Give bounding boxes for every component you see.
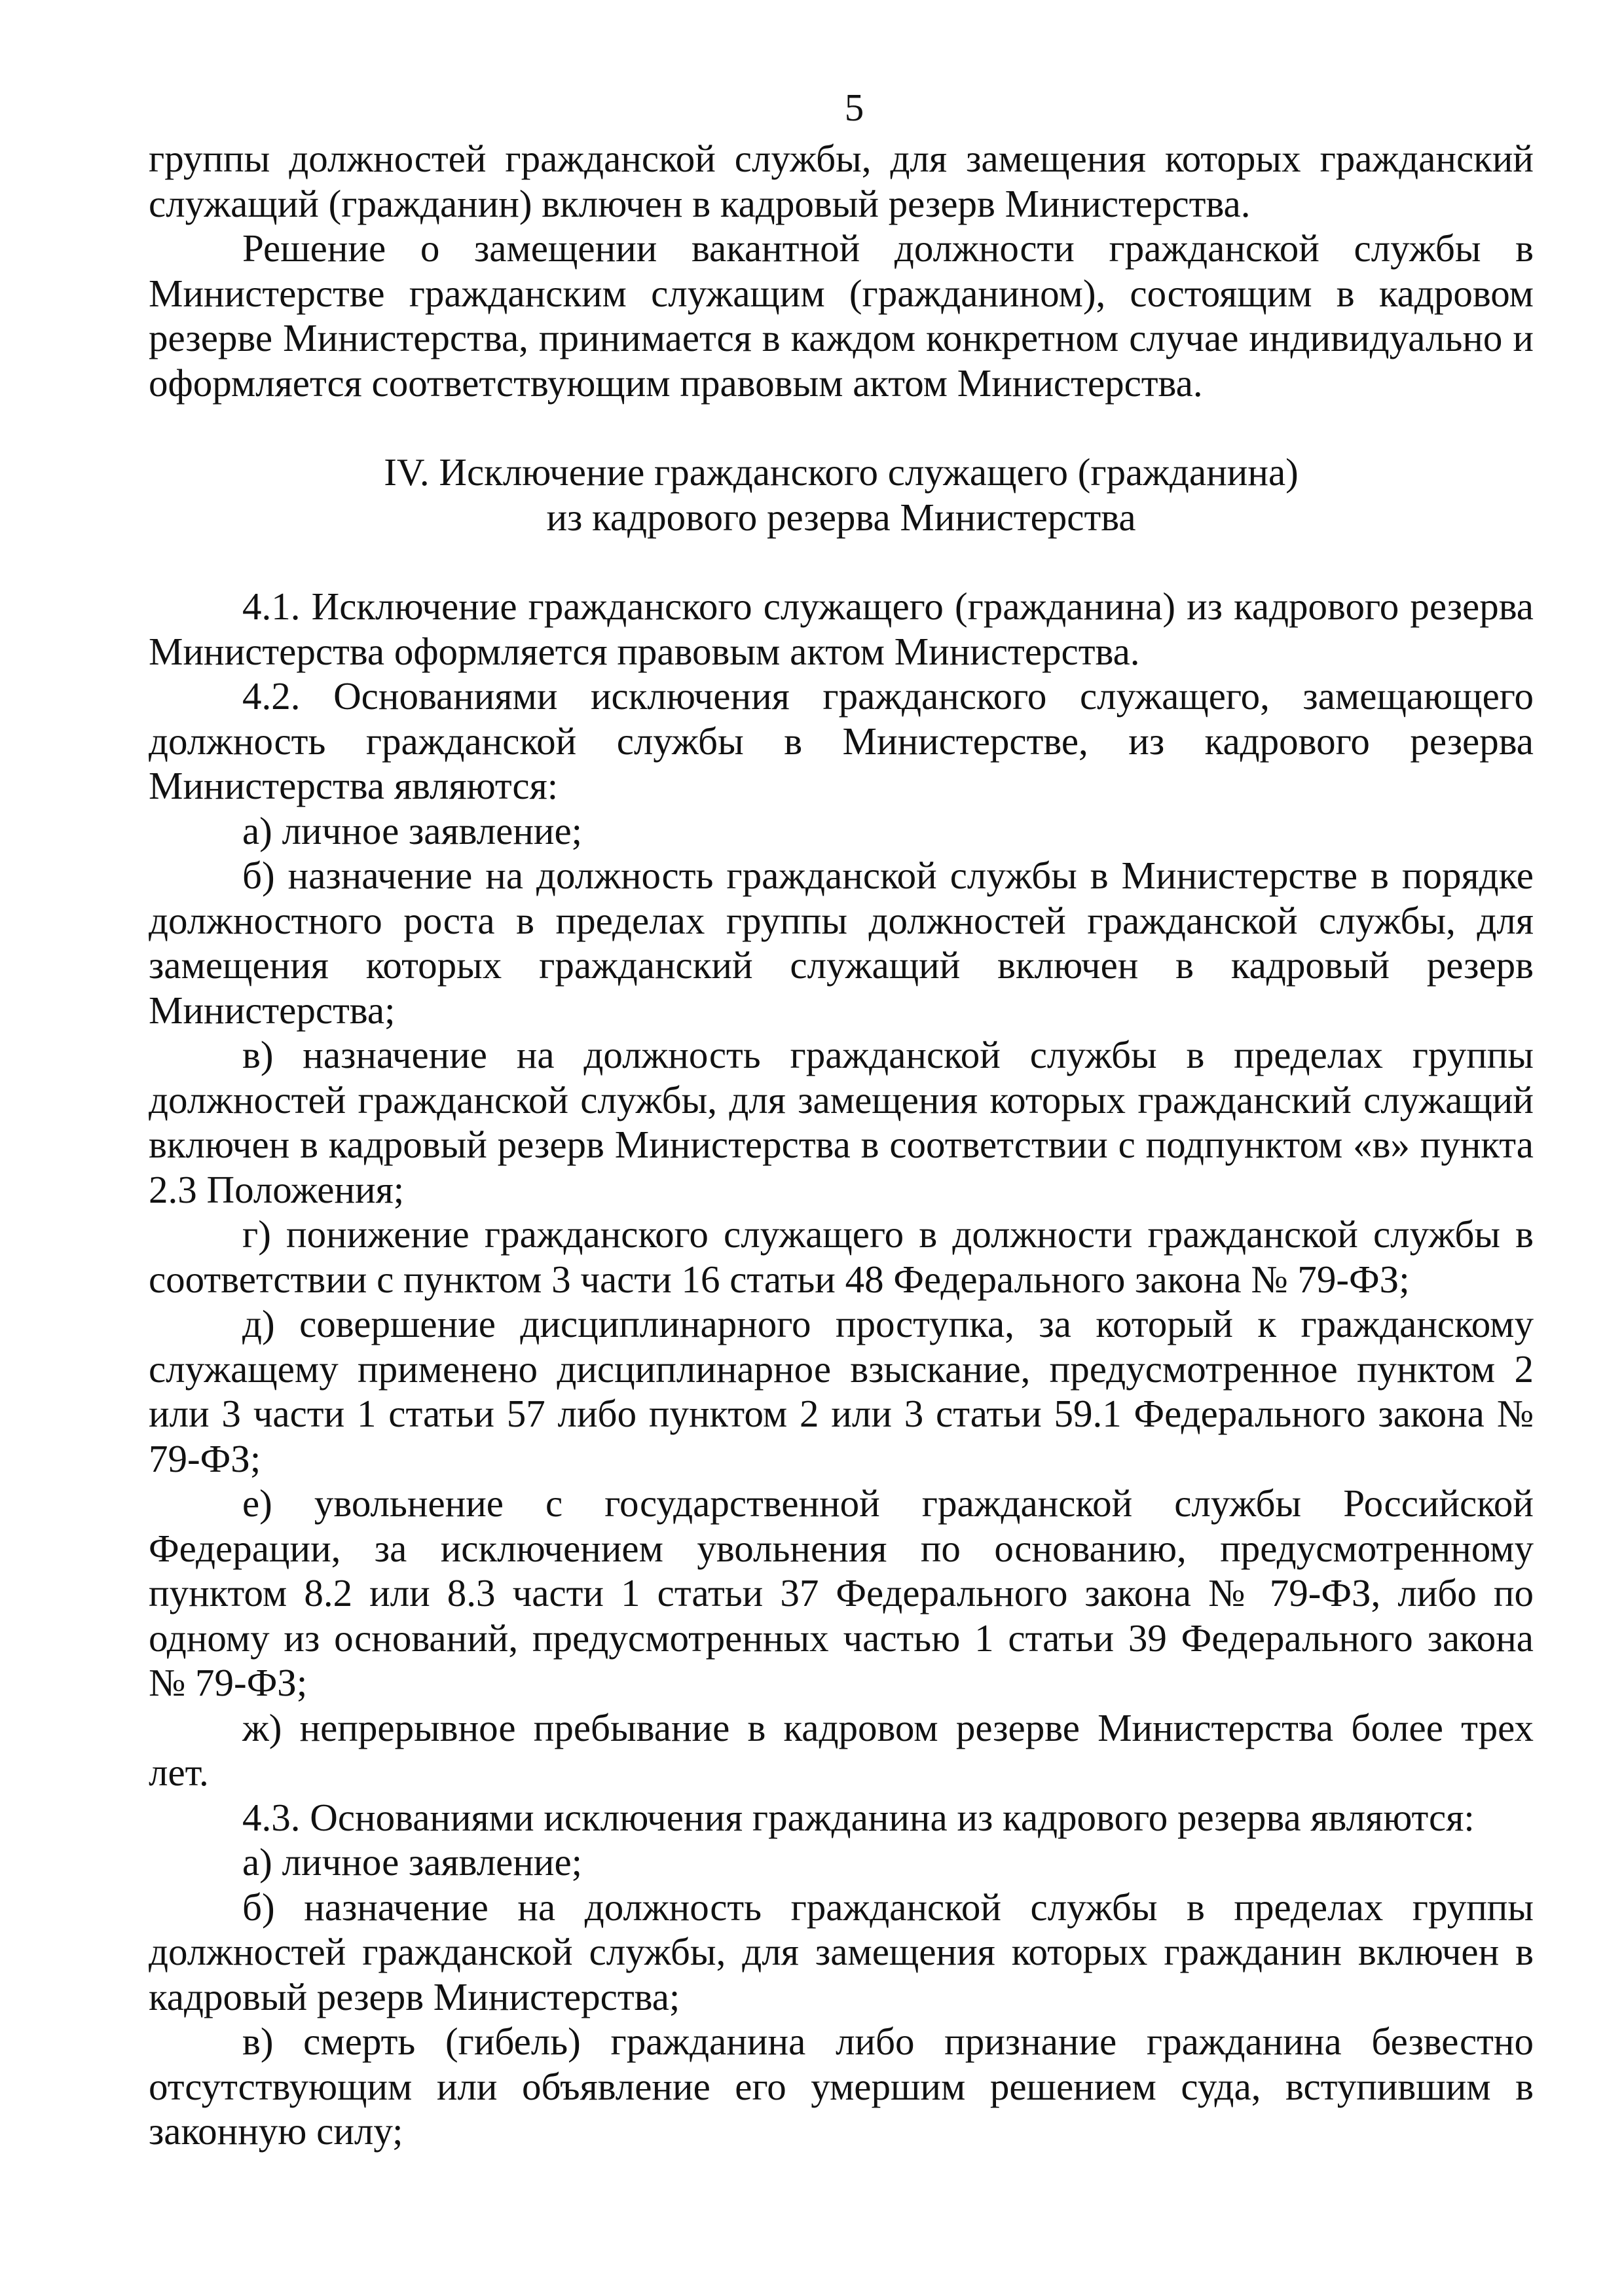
list-item: в) смерть (гибель) гражданина либо признание гражданина безвестно отсутствующим или объявление его умершим решением суда, вступившим в законную силу;	[149, 2020, 1534, 2153]
list-item: а) личное заявление;	[242, 809, 583, 852]
section-heading-line: IV. Исключение гражданского служащего (гражданина)	[384, 450, 1299, 494]
list-item: в) назначение на должность гражданской службы в пределах группы должностей гражданской службы, для замещения которых гражданский служащий включен в кадровый резерв Министерства в соответствии с подпунктом «в» пункта 2.3 Положения;	[149, 1033, 1534, 1211]
section-heading	[149, 450, 1534, 539]
list-item: а) личное заявление;	[242, 1840, 583, 1884]
list-item: г) понижение гражданского служащего в должности гражданской службы в соответствии с пунктом 3 части 16 статьи 48 Федерального закона № 79-ФЗ;	[149, 1212, 1534, 1301]
paragraph-4-1: 4.1. Исключение гражданского служащего (гражданина) из кадрового резерва Министерства оформляется правовым актом Министерства.	[149, 585, 1534, 673]
list-item: е) увольнение с государственной гражданской службы Российской Федерации, за исключением увольнения по основанию, предусмотренному пунктом 8.2 или 8.3 части 1 статьи 37 Федерального закона № 79-ФЗ, либо по одному из оснований, предусмотренных частью 1 статьи 39 Федерального закона № 79-ФЗ;	[149, 1482, 1534, 1704]
list-item: ж) непрерывное пребывание в кадровом резерве Министерства более трех лет.	[149, 1705, 1534, 1794]
list-item: б) назначение на должность гражданской службы в Министерстве в порядке должностного роста в пределах группы должностей гражданской службы, для замещения которых гражданский служащий включен в кадровый резерв Министерства;	[149, 854, 1534, 1032]
paragraph-continuation: группы должностей гражданской службы, для замещения которых гражданский служащий (гражданин) включен в кадровый резерв Министерства.	[149, 137, 1534, 225]
list-item: д) совершение дисциплинарного проступка, за который к гражданскому служащему применено дисциплинарное взыскание, предусмотренное пунктом 2 или 3 части 1 статьи 57 либо пунктом 2 или 3 статьи 59.1 Федерального закона № 79-ФЗ;	[149, 1302, 1534, 1480]
list-item: б) назначение на должность гражданской службы в пределах группы должностей гражданской службы, для замещения которых гражданин включен в кадровый резерв Министерства;	[149, 1885, 1534, 2018]
page-number: 5	[844, 86, 864, 129]
section-heading-line: из кадрового резерва Министерства	[546, 495, 1136, 539]
paragraph-4-3: 4.3. Основаниями исключения гражданина из кадрового резерва являются:	[242, 1795, 1475, 1839]
paragraph-4-2: 4.2. Основаниями исключения гражданского служащего, замещающего должность гражданской службы в Министерстве, из кадрового резерва Министерства являются:	[149, 674, 1534, 807]
paragraph: Решение о замещении вакантной должности гражданской службы в Министерстве гражданским служащим (гражданином), состоящим в кадровом резерве Министерства, принимается в каждом конкретном случае индивидуально и оформляется соответствующим правовым актом Министерства.	[149, 227, 1534, 405]
